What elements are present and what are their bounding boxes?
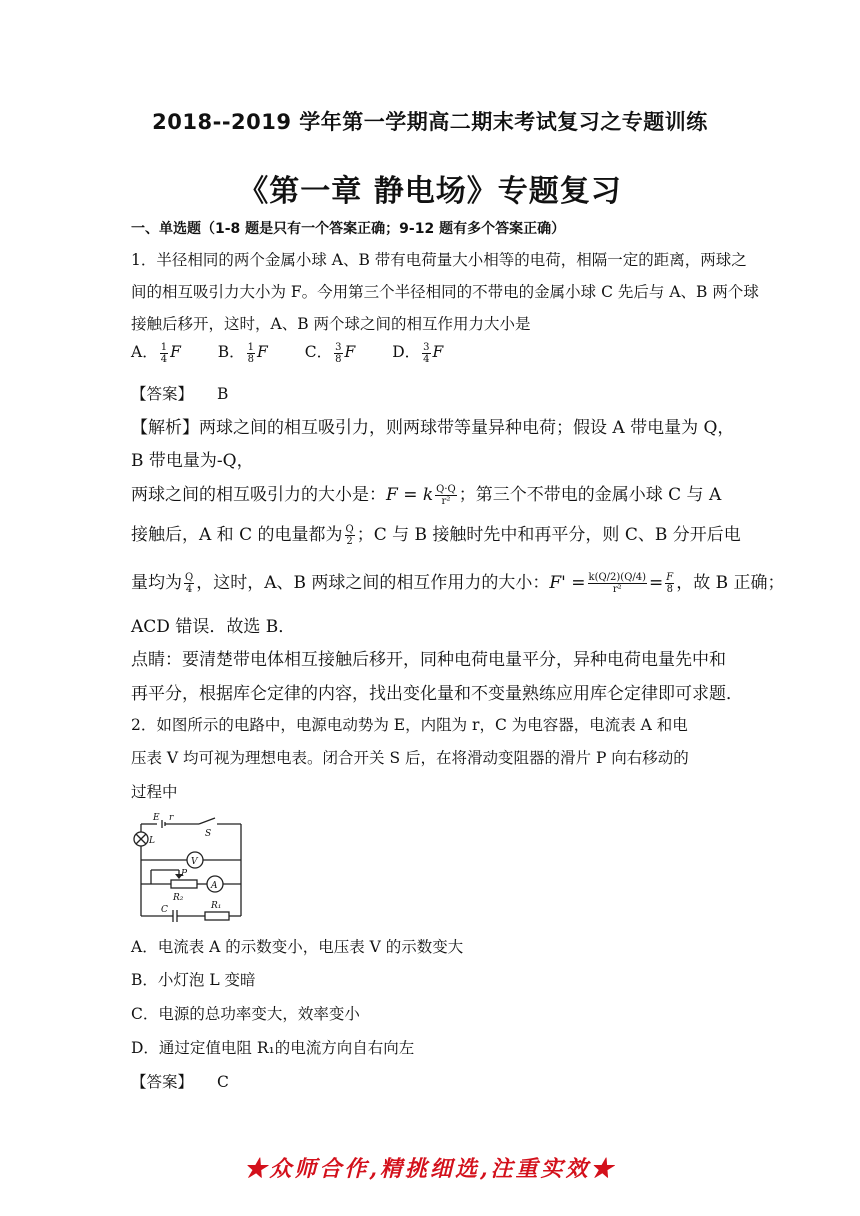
q1-option-d: D． $\frac{3}{4}$ F xyxy=(392,341,444,365)
q1-analysis-line-6: ACD 错误．故选 B． xyxy=(131,617,296,637)
q1-option-a: A． $\frac{1}{4}$ F xyxy=(131,341,181,365)
q1-option-b: B． $\frac{1}{8}$ F xyxy=(217,341,268,365)
q1-stem-line-2: 间的相互吸引力大小为 F。今用第三个半径相同的不带电的金属小球 C 先后与 A、B 两个球 xyxy=(131,283,759,301)
label-r2: R₂ xyxy=(173,893,184,903)
q1-stem-line-3: 接触后移开，这时，A、B 两个球之间的相互作用力大小是 xyxy=(131,315,531,333)
label-s: S xyxy=(205,829,212,839)
label-r1: R₁ xyxy=(211,901,222,911)
label-e: E xyxy=(153,813,160,823)
section-heading: 一、单选题（1-8 题是只有一个答案正确；9-12 题有多个答案正确） xyxy=(131,221,566,237)
q1-options xyxy=(131,340,475,365)
q1-tip-line-2: 再平分，根据库仑定律的内容，找出变化量和不变量熟练应用库仑定律即可求题． xyxy=(131,684,743,704)
q1-analysis-line-2: B 带电量为-Q， xyxy=(131,451,254,471)
q1-analysis-line-4: 接触后，A 和 C 的电量都为 $\frac{Q}{2}$ ；C 与 B 接触时先中和再平分，则 C、B 分开后电 xyxy=(131,524,741,547)
q2-stem-line-1: 2．如图所示的电路中，电源电动势为 E，内阻为 r，C 为电容器，电流表 A 和电 xyxy=(131,716,688,734)
q1-tip-line-1: 点睛：要清楚带电体相互接触后移开，同种电荷电量平分，异种电荷电量先中和 xyxy=(131,650,726,670)
q1-stem-line-1: 1．半径相同的两个金属小球 A、B 带有电荷量大小相等的电荷，相隔一定的距离，两球之 xyxy=(131,251,747,269)
document-title: 2018--2019 学年第一学期高二期末考试复习之专题训练 xyxy=(152,110,708,134)
label-c: C xyxy=(161,905,168,915)
q2-option-a: A．电流表 A 的示数变小，电压表 V 的示数变大 xyxy=(131,938,464,956)
q1-analysis-line-1: 【解析】两球之间的相互吸引力，则两球带等量异种电荷；假设 A 带电量为 Q， xyxy=(131,418,735,438)
label-a: A xyxy=(211,881,218,891)
label-l: L xyxy=(149,836,155,846)
chapter-title: 《第一章 静电场》专题复习 xyxy=(238,174,622,209)
q1-analysis-line-3: 两球之间的相互吸引力的大小是：F = k $\frac{Q\cdot Q}{\text{r²}}$ ；第三个不带电的金属小球 C 与 A xyxy=(131,484,722,507)
label-v: V xyxy=(191,857,198,867)
q2-option-c: C．电源的总功率变大，效率变小 xyxy=(131,1005,360,1023)
label-p: P xyxy=(181,869,188,879)
q1-answer: 【答案】 B xyxy=(131,385,229,403)
q2-stem-line-2: 压表 V 均可视为理想电表。闭合开关 S 后，在将滑动变阻器的滑片 P 向右移动的 xyxy=(131,749,689,767)
label-r: r xyxy=(169,813,174,823)
footer-slogan: ★众师合作,精挑细选,注重实效★ xyxy=(244,1156,616,1182)
q2-option-b: B．小灯泡 L 变暗 xyxy=(131,971,256,989)
q2-answer: 【答案】 C xyxy=(131,1073,229,1091)
q2-stem-line-3: 过程中 xyxy=(131,783,178,801)
q1-analysis-line-5: 量均为 $\frac{Q}{4}$ ，这时，A、B 两球之间的相互作用力的大小：F' = $\frac{k(Q/2)(Q/4)}{\text{r²}}$ = $\frac{F}{8}$ ，故 B 正确； xyxy=(131,572,785,595)
circuit-diagram xyxy=(129,812,249,922)
q2-option-d: D．通过定值电阻 R₁的电流方向自右向左 xyxy=(131,1039,415,1057)
q1-option-c: C． $\frac{3}{8}$ F xyxy=(304,341,356,365)
